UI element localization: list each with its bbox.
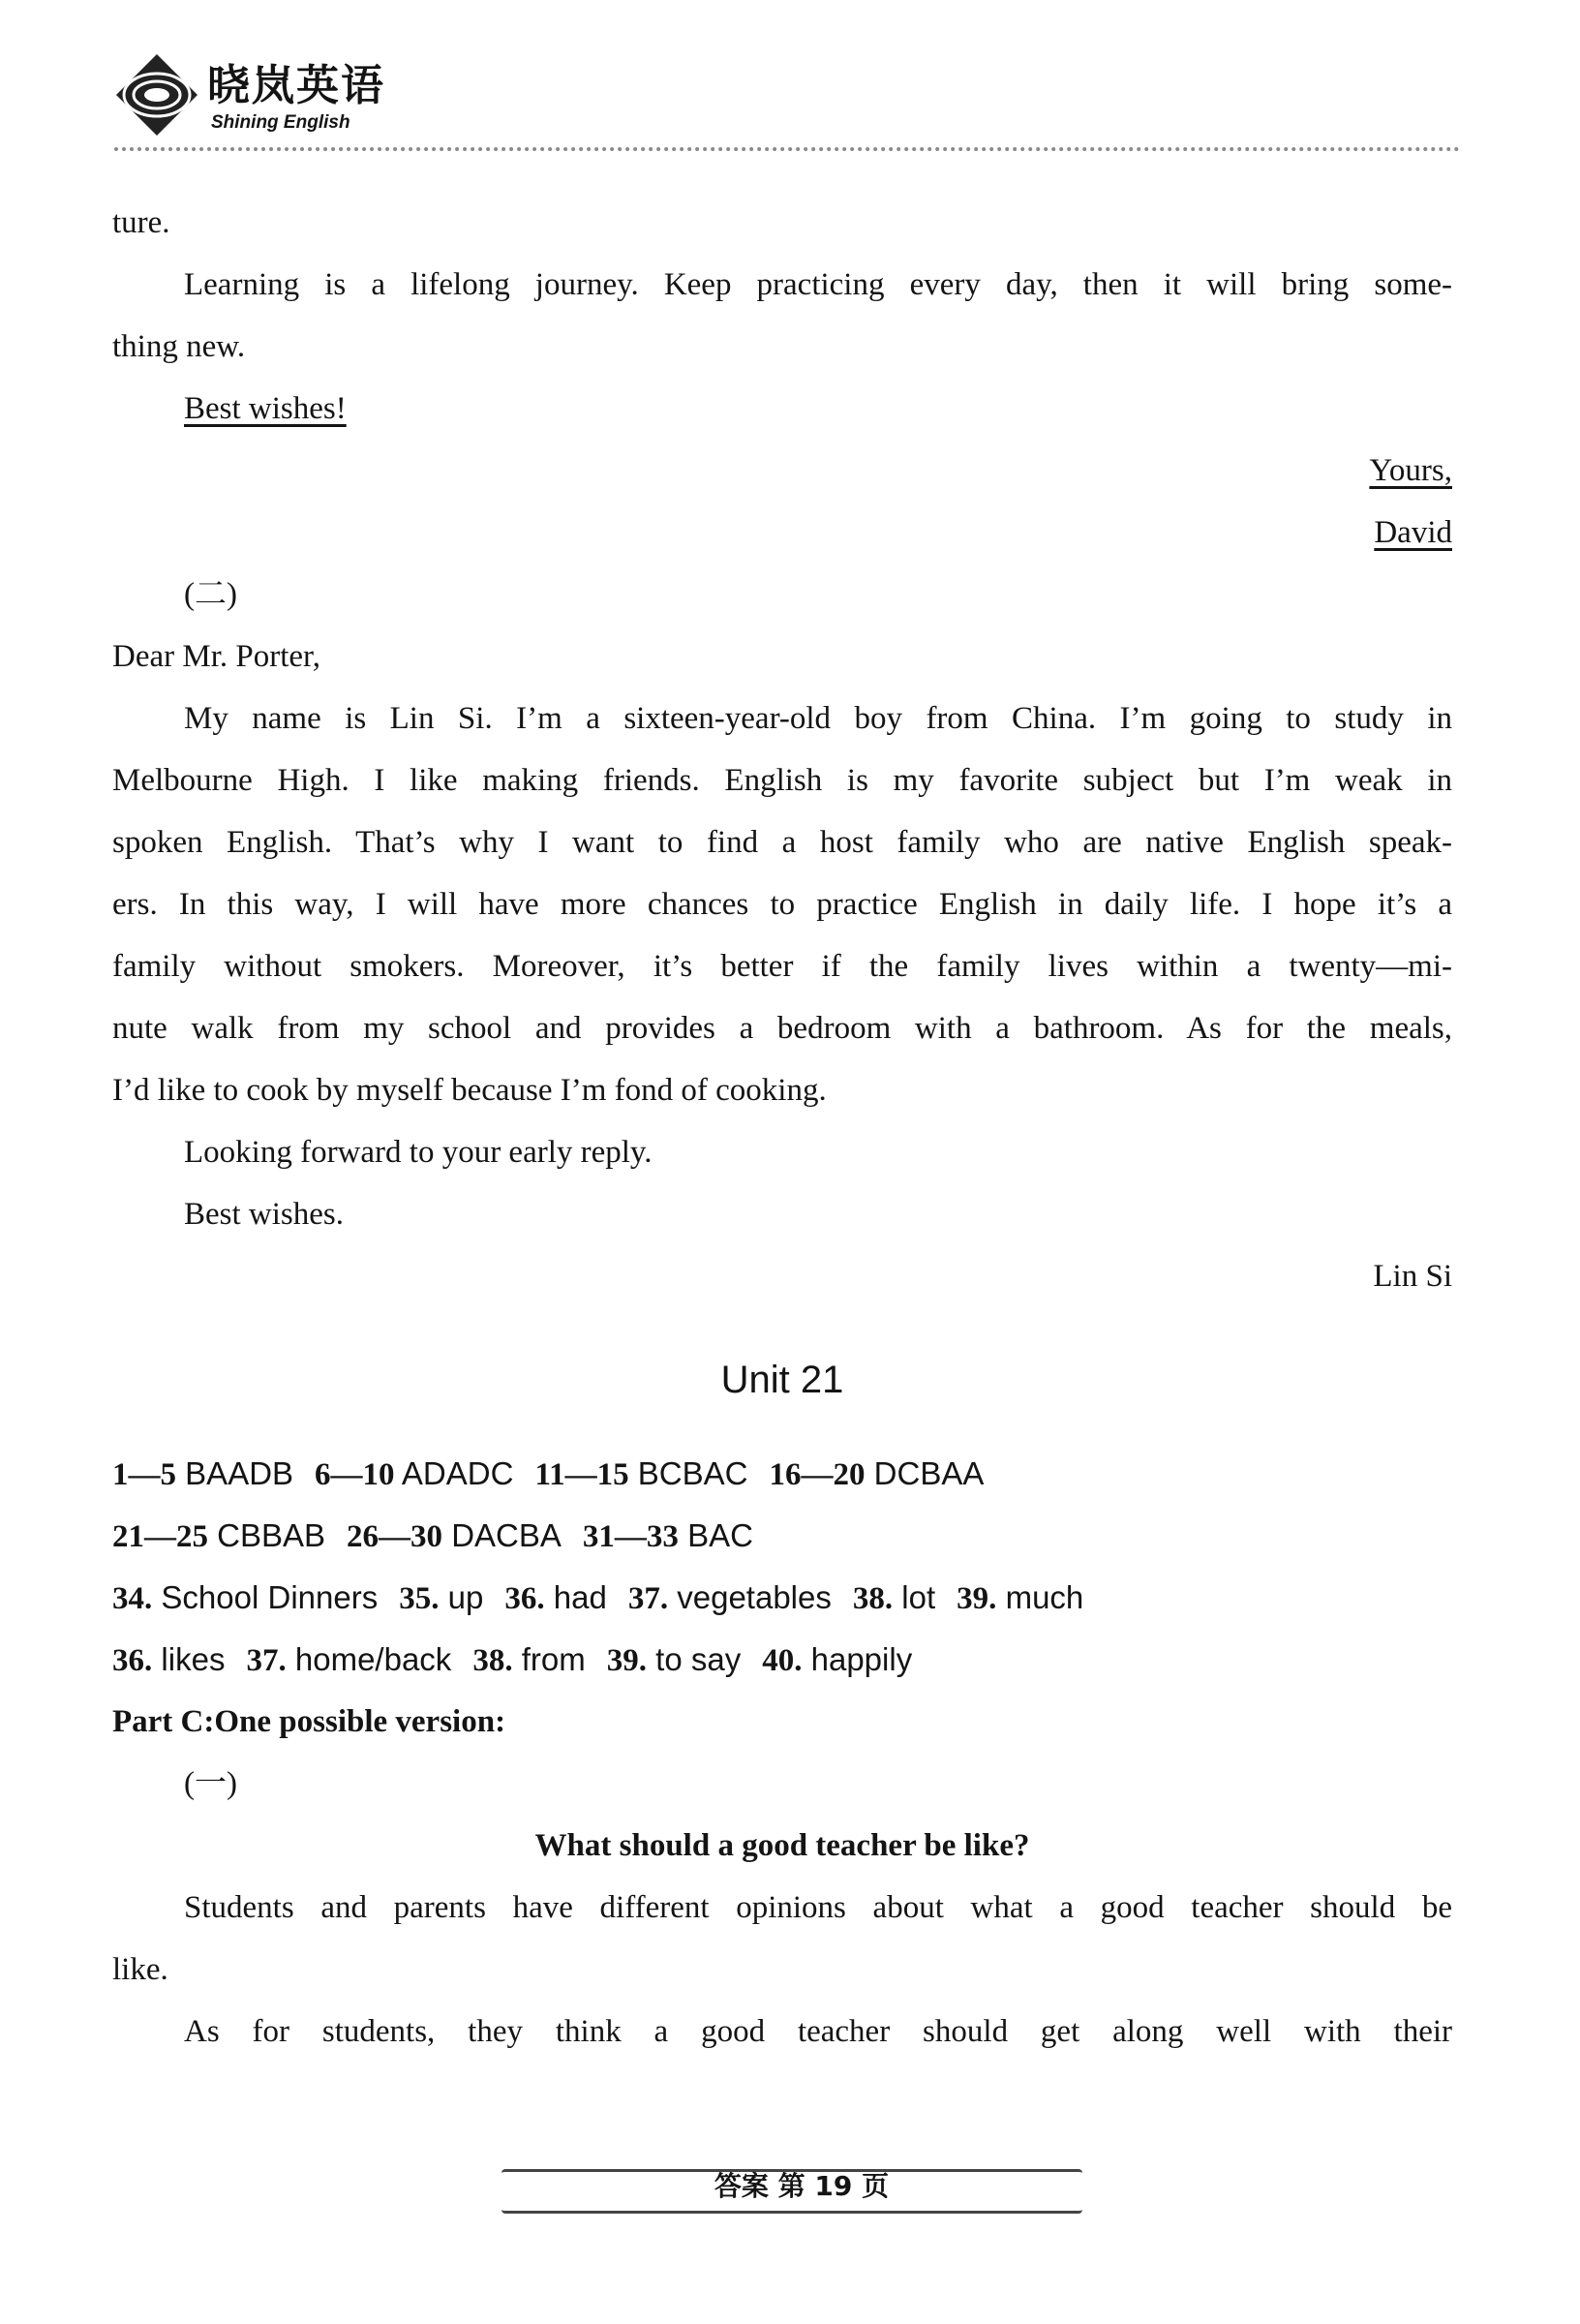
text-line: thing new. (112, 329, 246, 364)
answer-item (246, 1641, 451, 1677)
answer-number: 37. (246, 1643, 287, 1678)
logo-english-title: Shining English (211, 112, 350, 133)
answer-item (315, 1455, 513, 1491)
text-line: Looking forward to your early reply. (184, 1135, 653, 1170)
text-line: Students and parents have different opinions about what a good teacher should be (184, 1890, 1452, 1925)
answer-value: School Dinners (161, 1579, 379, 1615)
answer-value: BAC (687, 1517, 753, 1553)
answer-value: lot (901, 1579, 936, 1615)
text-line: spoken English. That’s why I want to find a host family who are native English speak- (112, 825, 1452, 860)
unit-heading: Unit 21 (720, 1359, 844, 1401)
answer-number: 36. (112, 1643, 153, 1678)
part-c-heading: Part C:One possible version: (112, 1704, 506, 1739)
answer-number: 16—20 (769, 1457, 866, 1492)
text-line: Melbourne High. I like making friends. English is my favorite subject but I’m weak in (112, 763, 1452, 798)
section-label: (二) (184, 577, 237, 612)
answer-row (112, 1443, 1452, 1505)
answer-number: 26—30 (347, 1519, 443, 1554)
answer-value: DACBA (451, 1517, 562, 1553)
text-line: nute walk from my school and provides a bedroom with a bathroom. As for the meals, (112, 1011, 1452, 1046)
answer-item (504, 1579, 606, 1615)
answer-item (112, 1517, 325, 1553)
answer-value: likes (161, 1641, 226, 1677)
text-line: I’d like to cook by myself because I’m fond of cooking. (112, 1073, 827, 1108)
answer-number: 39. (957, 1581, 997, 1616)
answer-value: CBBAB (217, 1517, 326, 1553)
answer-item (607, 1641, 741, 1677)
answer-item (628, 1579, 832, 1615)
answer-value: vegetables (677, 1579, 832, 1615)
answer-number: 31—33 (582, 1519, 679, 1554)
answer-value: home/back (294, 1641, 452, 1677)
text-line: My name is Lin Si. I’m a sixteen-year-old boy from China. I’m going to study in (184, 701, 1452, 736)
answer-value: had (553, 1579, 607, 1615)
text-line: As for students, they think a good teacher should get along well with their (184, 2014, 1452, 2049)
letter-closing: Best wishes. (184, 1197, 344, 1232)
letter-signature: David (1374, 515, 1452, 550)
answer-value: up (447, 1579, 484, 1615)
answer-number: 37. (627, 1581, 669, 1616)
answer-key (112, 1443, 1452, 1691)
essay-title: What should a good teacher be like? (534, 1828, 1030, 1863)
page-number: 答案 第 19 页 (714, 2170, 890, 2202)
answer-number: 40. (762, 1643, 803, 1678)
answer-number: 11—15 (534, 1457, 629, 1492)
answer-item (853, 1579, 935, 1615)
answer-number: 6—10 (315, 1457, 395, 1492)
answer-item (957, 1579, 1083, 1615)
answer-value: BAADB (185, 1455, 294, 1491)
answer-item (347, 1517, 562, 1553)
answer-number: 21—25 (112, 1519, 208, 1554)
page-header (114, 46, 1460, 153)
answer-item (762, 1641, 912, 1677)
shining-english-logo-icon (114, 52, 199, 138)
text-line: ers. In this way, I will have more chances to practice English in daily life. I hope it’s a (112, 887, 1452, 922)
answer-item (112, 1579, 378, 1615)
answer-value: DCBAA (873, 1455, 985, 1491)
answer-row (112, 1505, 1452, 1567)
answer-item (534, 1455, 747, 1491)
answer-item (583, 1517, 753, 1553)
letter-greeting: Dear Mr. Porter, (112, 639, 320, 674)
header-dotted-divider (114, 147, 1460, 151)
letter-signature: Lin Si (1373, 1259, 1452, 1294)
page-content (112, 192, 1452, 2063)
answer-number: 38. (852, 1581, 894, 1616)
logo-chinese-title: 晓岚英语 (207, 61, 385, 110)
answer-value: from (521, 1641, 586, 1677)
letter-closing: Best wishes! (184, 391, 347, 426)
answer-value: much (1005, 1579, 1084, 1615)
answer-value: to say (655, 1641, 742, 1677)
letter-sign-off: Yours, (1369, 453, 1452, 488)
answer-item (472, 1641, 585, 1677)
text-line: ture. (112, 205, 170, 240)
answer-value: happily (810, 1641, 913, 1677)
answer-number: 36. (504, 1581, 545, 1616)
answer-row (112, 1567, 1452, 1629)
section-label: (一) (184, 1766, 237, 1801)
page-footer (434, 2148, 1121, 2225)
text-line: family without smokers. Moreover, it’s better if the family lives within a twenty—mi- (112, 949, 1452, 984)
answer-item (399, 1579, 483, 1615)
answer-number: 1—5 (112, 1457, 176, 1492)
answer-number: 38. (472, 1643, 513, 1678)
text-line: like. (112, 1952, 168, 1987)
answer-number: 35. (399, 1581, 440, 1616)
answer-value: ADADC (401, 1455, 514, 1491)
answer-item (112, 1455, 293, 1491)
answer-number: 34. (112, 1581, 153, 1616)
text-line: Learning is a lifelong journey. Keep practicing every day, then it will bring some- (184, 267, 1452, 302)
answer-value: BCBAC (637, 1455, 748, 1491)
answer-item (770, 1455, 985, 1491)
answer-row (112, 1629, 1452, 1691)
answer-item (112, 1641, 225, 1677)
answer-number: 39. (606, 1643, 647, 1678)
